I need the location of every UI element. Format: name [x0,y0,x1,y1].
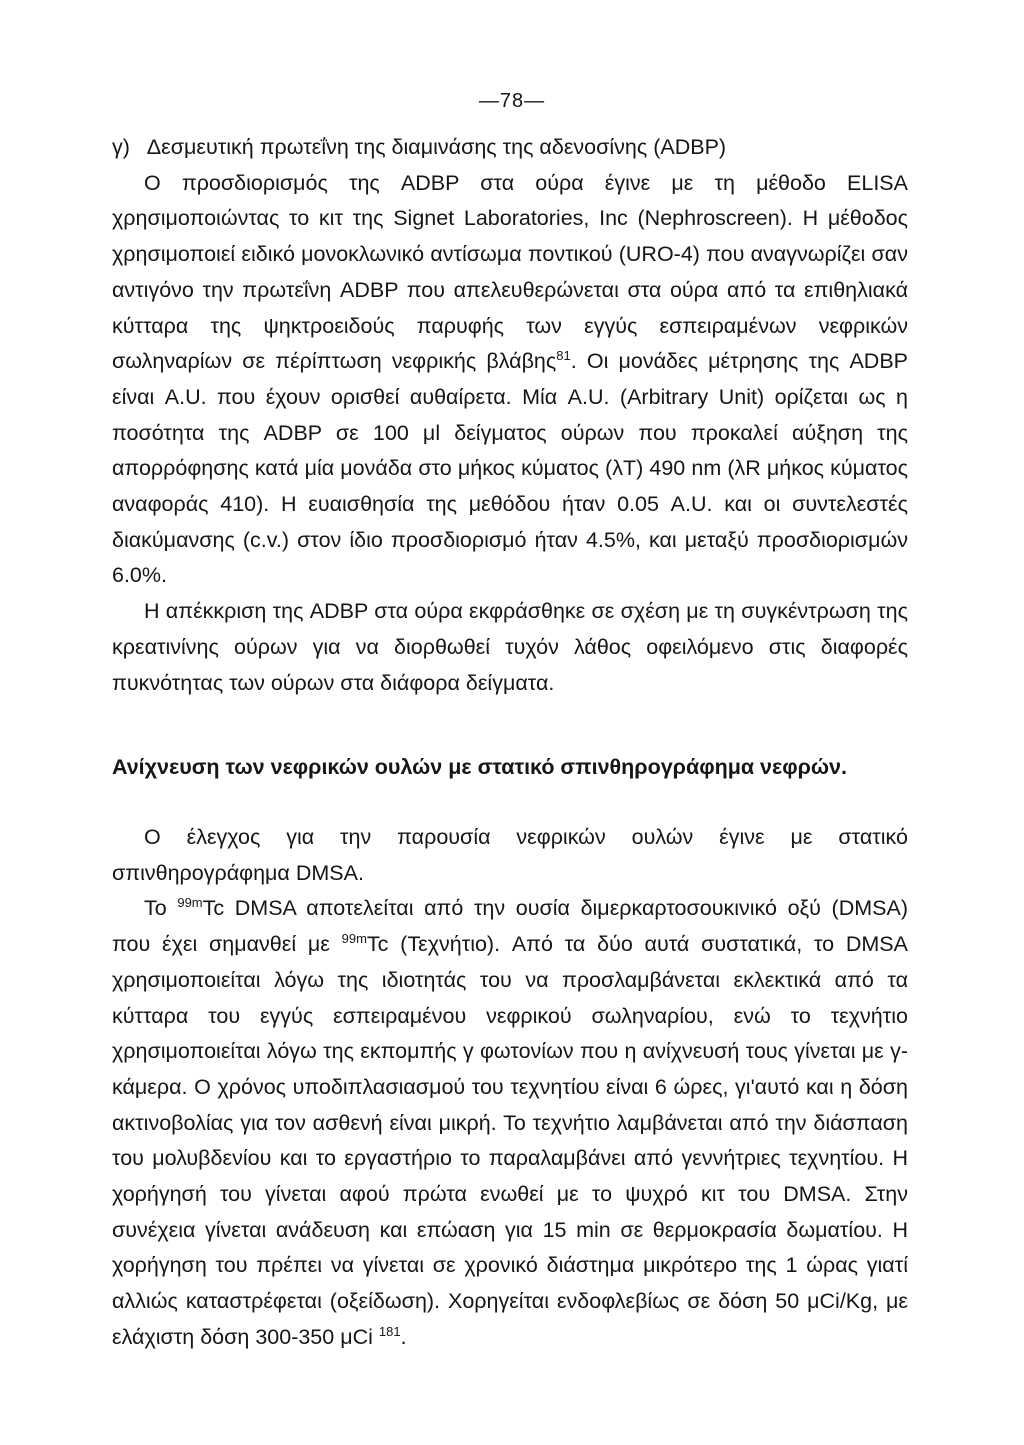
isotope-superscript-2: 99m [341,930,367,946]
paragraph-adbp-text-2: . Οι μονάδες μέτρησης της ADBP είναι A.U. που έχουν ορισθεί αυθαίρετα. Μία A.U. (Arbitrary Unit) ορίζεται ως η ποσότητα της ADBP σε 100 μl δείγματος ούρων που προκαλεί αύξηση της απορρόφησης κατά μία μονάδα στο μήκος κύματος (λT) 490 nm (λR μήκος κύματος αναφοράς 410). Η ευαισθησία της μεθόδου ήταν 0.05 A.U. και οι συντελεστές διακύμανσης (c.v.) στον ίδιο προσδιορισμό ήταν 4.5%, και μεταξύ προσδιορισμών 6.0%. [112,349,908,588]
dmsa-text-start: Το [144,896,178,921]
reference-81: 81 [556,348,571,364]
dmsa-text-2: Tc (Τεχνήτιο). Από τα δύο αυτά συστατικά, το DMSA χρησιμοποιείται λόγω της ιδιοτητάς του να προσλαμβάνεται εκλεκτικά από τα κύτταρα του εγγύς εσπειραμένου νεφρικού σωληναρίου, ενώ το τεχνήτιο χρησιμοποιείται λόγω της εκπομπής γ φωτονίων που η ανίχνευσή τους γίνεται με γ-κάμερα. Ο χρόνος υποδιπλασιασμού του τεχνητίου είναι 6 ώρες, γι'αυτό και η δόση ακτινοβολίας για τον ασθενή είναι μικρή. Το τεχνήτιο λαμβάνεται από την διάσπαση του μολυβδενίου και το εργαστήριο το παραλαμβάνει από γεννήτριες τεχνητίου. Η χορήγησή του γίνεται αφού πρώτα ενωθεί με το ψυχρό κιτ του DMSA. Στην συνέχεια γίνεται ανάδευση και επώαση για 15 min σε θερμοκρασία δωματίου. Η χορήγηση του πρέπει να γίνεται σε χρονικό διάστημα μικρότερο της 1 ώρας γιατί αλλιώς καταστρέφεται (οξείδωση). Χορηγείται ενδοφλεβίως σε δόση 50 μCi/Kg, με ελάχιστη δόση 300-350 μCi [112,932,908,1349]
adbp-section [112,130,908,701]
paragraph-dmsa-details [112,891,908,1355]
isotope-superscript-1: 99m [177,895,203,911]
page-number: —78— [478,90,546,112]
subsection-label: γ) [112,135,130,159]
dmsa-section [112,820,908,1356]
subsection-title: Δεσμευτική πρωτεΐνη της διαμινάσης της αδενοσίνης (ADBP) [146,135,727,159]
paragraph-dmsa-intro: Ο έλεγχος για την παρουσία νεφρικών ουλών έγινε με στατικό σπινθηρογράφημα DMSA. [112,825,908,885]
reference-181: 181 [378,1323,401,1339]
dmsa-text-end: . [400,1324,407,1349]
paragraph-adbp-text-1: O προσδιορισμός της ADBP στα ούρα έγινε με τη μέθοδο ELISA χρησιμοποιώντας το κιτ της Signet Laboratories, Inc (Nephroscreen). Η μέθοδος χρησιμοποιεί ειδικό μονοκλωνικό αντίσωμα ποντικού (URO-4) που αναγνωρίζει σαν αντιγόνο την πρωτεΐνη ADBP που απελευθερώνεται στα ούρα από τα επιθηλιακά κύτταρα της ψηκτροειδούς παρυφής των εγγύς εσπειραμένων νεφρικών σωληναρίων σε πέρίπτωση νεφρικής βλάβης [112,170,908,374]
paragraph-adbp-method [112,166,908,594]
section-title: Ανίχνευση των νεφρικών ουλών με στατικό σπινθηρογράφημα νεφρών. [112,755,847,779]
subsection-heading [112,130,908,166]
paragraph-adbp-excretion: Η απέκκριση της ADBP στα ούρα εκφράσθηκε σε σχέση με τη συγκέντρωση της κρεατινίνης ούρων για να διορθωθεί τυχόν λάθος οφειλόμενο στις διαφορές πυκνότητας των ούρων στα διάφορα δείγματα. [112,599,908,695]
dmsa-text-1: Tc DMSA αποτελείται από την ουσία διμερκαρτοσουκινικό οξύ (DMSA) που έχει σημανθεί με [112,896,908,957]
